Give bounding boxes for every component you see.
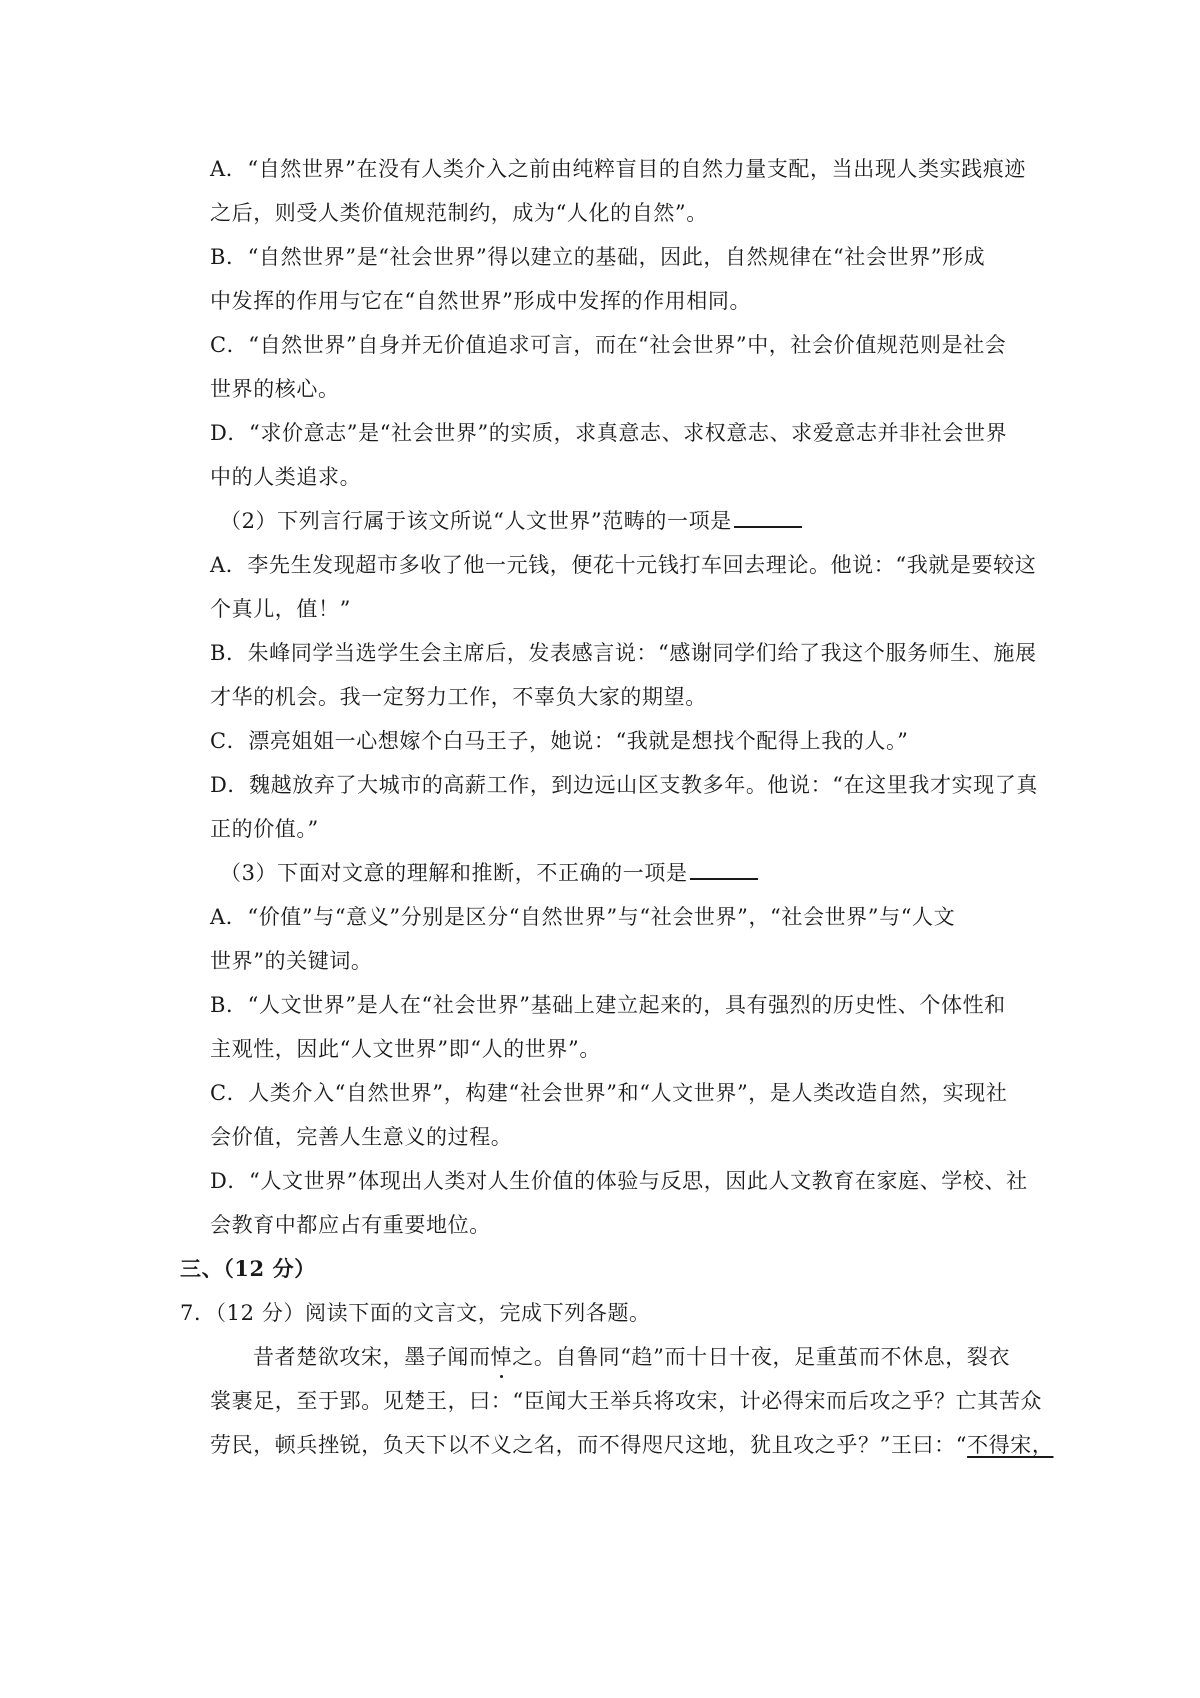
q1-option-b-line1: B．“自然世界”是“社会世界”得以建立的基础，因此，自然规律在“社会世界”形成 bbox=[210, 245, 986, 269]
passage-text: 之。自鲁同“趋”而十日十夜，足重茧而不休息，裂衣 bbox=[512, 1345, 1011, 1369]
q2-option-d-line1: D．魏越放弃了大城市的高薪工作，到边远山区支教多年。他说：“在这里我才实现了真 bbox=[210, 773, 1038, 797]
answer-blank[interactable] bbox=[690, 858, 758, 880]
q2-option-c-line1: C．漂亮姐姐一心想嫁个白马王子，她说：“我就是想找个配得上我的人。” bbox=[210, 729, 909, 753]
q2-option-a-line2: 个真儿，值！” bbox=[210, 597, 351, 621]
underlined-sentence: 不得宋， bbox=[967, 1433, 1054, 1457]
q1-option-c-line2: 世界的核心。 bbox=[210, 377, 340, 401]
q1-option-c-line1: C．“自然世界”自身并无价值追求可言，而在“社会世界”中，社会价值规范则是社会 bbox=[210, 333, 1007, 357]
q7-passage-line1 bbox=[253, 1342, 1073, 1372]
q1-option-d-line1: D．“求价意志”是“社会世界”的实质，求真意志、求权意志、求爱意志并非社会世界 bbox=[210, 421, 1008, 445]
passage-text: 昔者楚欲攻宋，墨子闻而 bbox=[253, 1345, 491, 1369]
q7-passage-line2: 裳裹足，至于郢。见楚王，曰：“臣闻大王举兵将攻宋，计必得宋而后攻之乎？亡其苦众 bbox=[210, 1389, 1043, 1413]
q3-option-c-line2: 会价值，完善人生意义的过程。 bbox=[210, 1125, 513, 1149]
q3-option-b-line2: 主观性，因此“人文世界”即“人的世界”。 bbox=[210, 1037, 601, 1061]
section-heading: 三、（12 分） bbox=[180, 1256, 316, 1281]
q3-stem bbox=[220, 858, 1040, 888]
q3-stem-text: （3）下面对文意的理解和推断，不正确的一项是 bbox=[220, 861, 688, 885]
q7-stem: 7．（12 分）阅读下面的文言文，完成下列各题。 bbox=[180, 1301, 651, 1325]
emphasis-character: 悼 bbox=[491, 1342, 513, 1372]
q2-option-b-line1: B．朱峰同学当选学生会主席后，发表感言说：“感谢同学们给了我这个服务师生、施展 bbox=[210, 641, 1037, 665]
answer-blank[interactable] bbox=[734, 506, 802, 528]
q1-option-d-line2: 中的人类追求。 bbox=[210, 465, 362, 489]
q3-option-a-line2: 世界”的关键词。 bbox=[210, 949, 373, 973]
q2-stem-text: （2）下列言行属于该文所说“人文世界”范畴的一项是 bbox=[220, 509, 732, 533]
q2-option-b-line2: 才华的机会。我一定努力工作，不辜负大家的期望。 bbox=[210, 685, 707, 709]
q3-option-d-line1: D．“人文世界”体现出人类对人生价值的体验与反思，因此人文教育在家庭、学校、社 bbox=[210, 1169, 1028, 1193]
q1-option-a-line2: 之后，则受人类价值规范制约，成为“人化的自然”。 bbox=[210, 201, 708, 225]
q1-option-b-line2: 中发挥的作用与它在“自然世界”形成中发挥的作用相同。 bbox=[210, 289, 752, 313]
q1-option-a-line1: A．“自然世界”在没有人类介入之前由纯粹盲目的自然力量支配，当出现人类实践痕迹 bbox=[210, 157, 1027, 181]
q2-stem bbox=[220, 506, 1040, 536]
passage-text: 劳民，顿兵挫锐，负天下以不义之名，而不得咫尺这地，犹且攻之乎？”王曰：“ bbox=[210, 1433, 968, 1457]
q7-passage-line3 bbox=[210, 1430, 1054, 1460]
q3-option-d-line2: 会教育中都应占有重要地位。 bbox=[210, 1213, 491, 1237]
q3-option-c-line1: C．人类介入“自然世界”，构建“社会世界”和“人文世界”，是人类改造自然，实现社 bbox=[210, 1081, 1008, 1105]
q2-option-d-line2: 正的价值。” bbox=[210, 817, 319, 841]
q3-option-a-line1: A．“价值”与“意义”分别是区分“自然世界”与“社会世界”，“社会世界”与“人文 bbox=[210, 905, 956, 929]
q3-option-b-line1: B．“人文世界”是人在“社会世界”基础上建立起来的，具有强烈的历史性、个体性和 bbox=[210, 993, 1006, 1017]
q2-option-a-line1: A．李先生发现超市多收了他一元钱，便花十元钱打车回去理论。他说：“我就是要较这 bbox=[210, 553, 1037, 577]
